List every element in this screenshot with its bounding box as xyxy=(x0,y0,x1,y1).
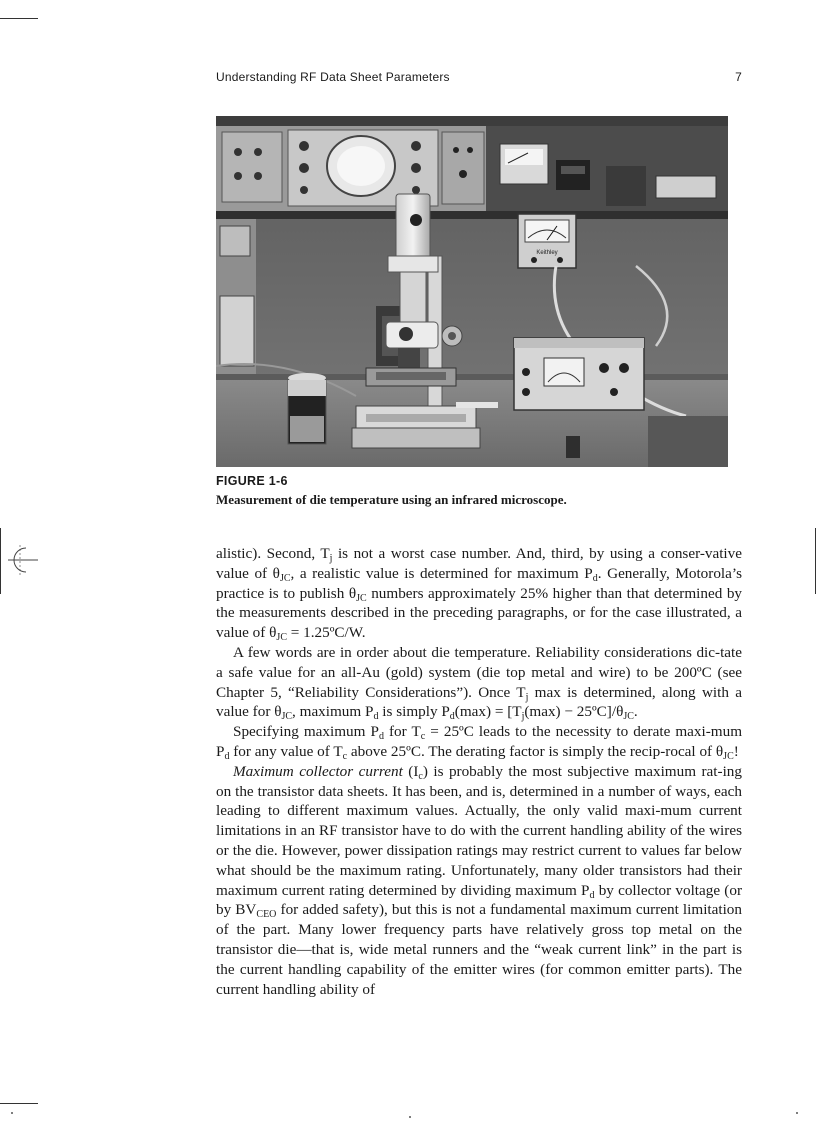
figure-photo xyxy=(216,116,728,467)
registration-dot xyxy=(11,1112,13,1114)
crop-mark-bottom-left xyxy=(0,1103,38,1104)
figure-label: FIGURE 1-6 xyxy=(216,474,288,488)
running-header xyxy=(216,70,742,86)
paragraph: Specifying maximum $P_d$ for $T_c$ = 25ºC leads to the necessity to derate maxi-mum $P_d$ for any value of $T_c$ above 25ºC. The derating factor is simply the recip-rocal of $\theta_{JC}$! xyxy=(216,723,743,762)
body-text xyxy=(216,544,742,999)
infrared-microscope-photo xyxy=(216,116,728,467)
crop-mark-top-left xyxy=(0,18,38,19)
paragraph: Maximum collector current $(I_c)$ is probably the most subjective maximum rat-ing on the transistor data sheets. It has been, and is, determined in a number of ways, each leading to different maximum values. Actually, the only valid maxi-mum current limitations in an RF transistor have to do with the current handling ability of the wires or the die. However, power dissipation ratings may restrict current to values far below what should be the maximum rating. Unfortunately, many older transistors had their maximum current rating determined by dividing maximum $P_d$ by collector voltage (or by $BV_{CEO}$ for added safety), but this is not a fundamental maximum current limitation of the part. Many lower frequency parts have relatively gross top metal on the transistor die—that is, wide metal runners and the “weak current link” in the part is the current handling capability of the emitter wires (for common emitter parts). The current handling ability of xyxy=(216,762,742,998)
registration-dot xyxy=(409,1116,411,1118)
registration-target-icon xyxy=(2,541,40,579)
page-number: 7 xyxy=(735,70,742,84)
figure-caption: Measurement of die temperature using an infrared microscope. xyxy=(216,492,567,507)
paragraph: alistic). Second, $T_j$ is not a worst case number. And, third, by using a conser-vative value of $\theta_{JC}$, a realistic value is determined for maximum $P_d$. Generally, Motorola’s practice is to publish $\theta_{JC}$ numbers approximately 25% higher than that determined by the measurements described in the preceding paragraphs, or for the case illustrated, a value of $\theta_{JC}$ = 1.25ºC/W. xyxy=(216,545,743,644)
paragraph: A few words are in order about die temperature. Reliability considerations dic-tate a safe value for an all-Au (gold) system (die top metal and wire) to be 200ºC (see Chapter 5, “Reliability Considerations”). Once $T_j$ max is determined, along with a value for $\theta_{JC}$, maximum $P_d$ is simply $P_d(\max) = [T_j(\max)$ − $25ºC]/\theta_{JC}$. xyxy=(216,643,742,723)
crop-mark-left xyxy=(0,528,1,594)
registration-dot xyxy=(796,1112,798,1114)
meter-brand-label: Keithley xyxy=(536,250,558,256)
running-title: Understanding RF Data Sheet Parameters xyxy=(216,70,450,84)
